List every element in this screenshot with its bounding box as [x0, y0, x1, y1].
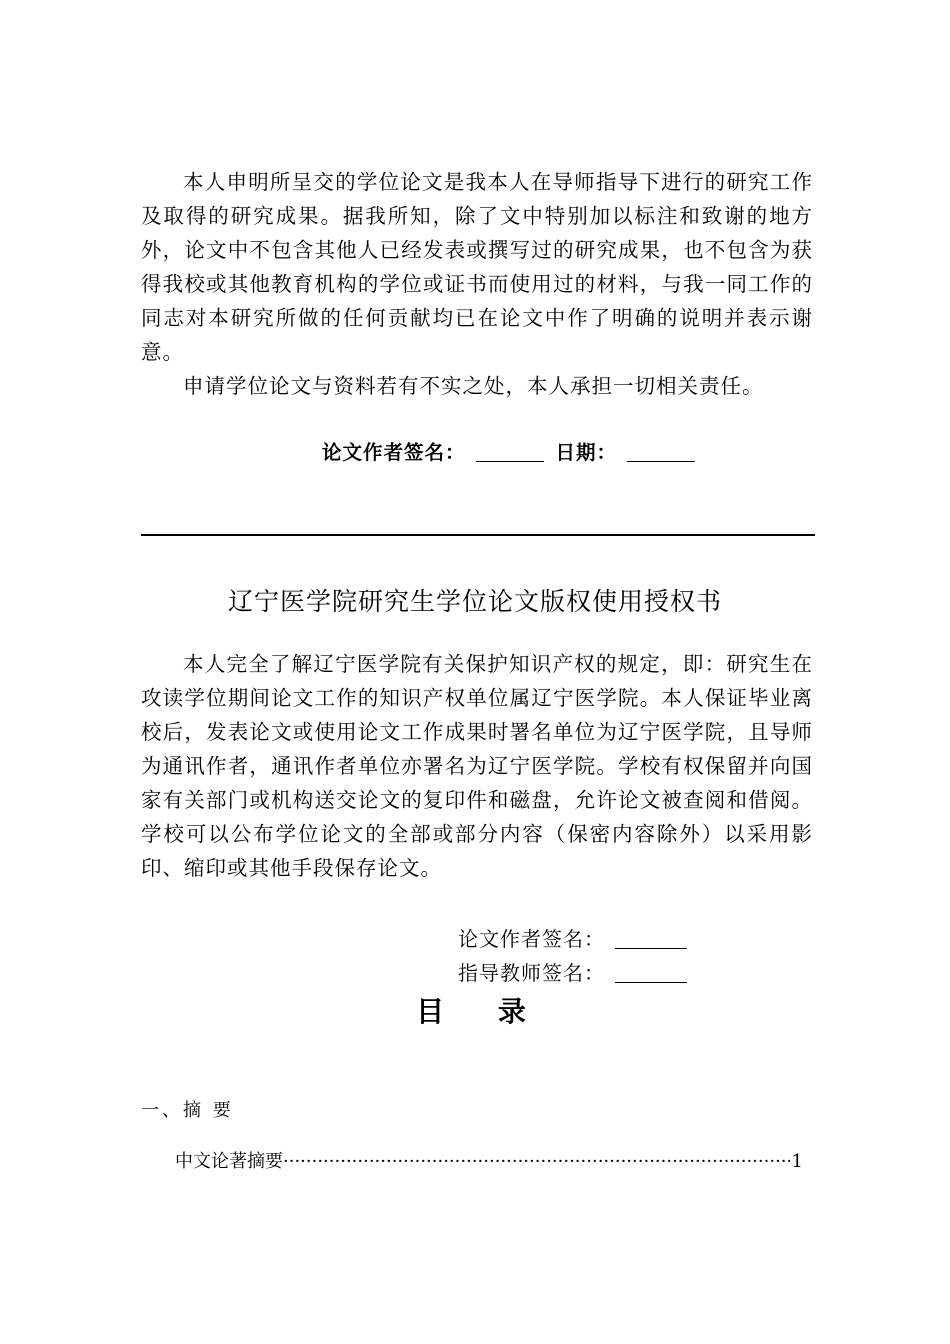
author-signature-field[interactable]	[476, 441, 544, 462]
advisor-signature-row	[458, 958, 687, 988]
declaration-signature-row	[322, 438, 707, 468]
toc-entry[interactable]	[175, 1148, 803, 1176]
copyright-title: 辽宁医学院研究生学位论文版权使用授权书	[227, 587, 722, 616]
date-field[interactable]	[627, 441, 695, 462]
toc-section-heading: 一、摘 要	[141, 1100, 234, 1121]
copyright-author-signature-row	[458, 924, 687, 954]
declaration-paragraph: 本人申明所呈交的学位论文是我本人在导师指导下进行的研究工作及取得的研究成果。据我所知，除了文中特别加以标注和致谢的地方外，论文中不包含其他人已经发表或撰写过的研究成果，也不包含为获得我校或其他教育机构的学位或证书而使用过的材料，与我一同工作的同志对本研究所做的任何贡献均已在论文中作了明确的说明并表示谢意。	[141, 170, 813, 364]
copyright-paragraph: 本人完全了解辽宁医学院有关保护知识产权的规定，即：研究生在攻读学位期间论文工作的知识产权单位属辽宁医学院。本人保证毕业离校后，发表论文或使用论文工作成果时署名单位为辽宁医学院，且导师为通讯作者，通讯作者单位亦署名为辽宁医学院。学校有权保留并向国家有关部门或机构送交论文的复印件和磁盘，允许论文被查阅和借阅。学校可以公布学位论文的全部或部分内容（保密内容除外）以采用影印、缩印或其他手段保存论文。	[141, 652, 813, 880]
toc-entry-label: 中文论著摘要	[175, 1151, 283, 1172]
copyright-author-signature-label: 论文作者签名：	[458, 927, 605, 951]
section-divider	[141, 534, 815, 536]
declaration-responsibility: 申请学位论文与资料若有不实之处，本人承担一切相关责任。	[183, 374, 764, 398]
author-signature-label: 论文作者签名：	[322, 441, 466, 464]
copyright-author-signature-field[interactable]	[615, 928, 687, 949]
toc-title: 目 录	[416, 995, 548, 1028]
date-label: 日期：	[555, 441, 618, 464]
toc-leader-dots	[283, 1148, 790, 1176]
advisor-signature-field[interactable]	[615, 962, 687, 983]
advisor-signature-label: 指导教师签名：	[458, 961, 605, 985]
toc-entry-page: 1	[791, 1151, 803, 1172]
